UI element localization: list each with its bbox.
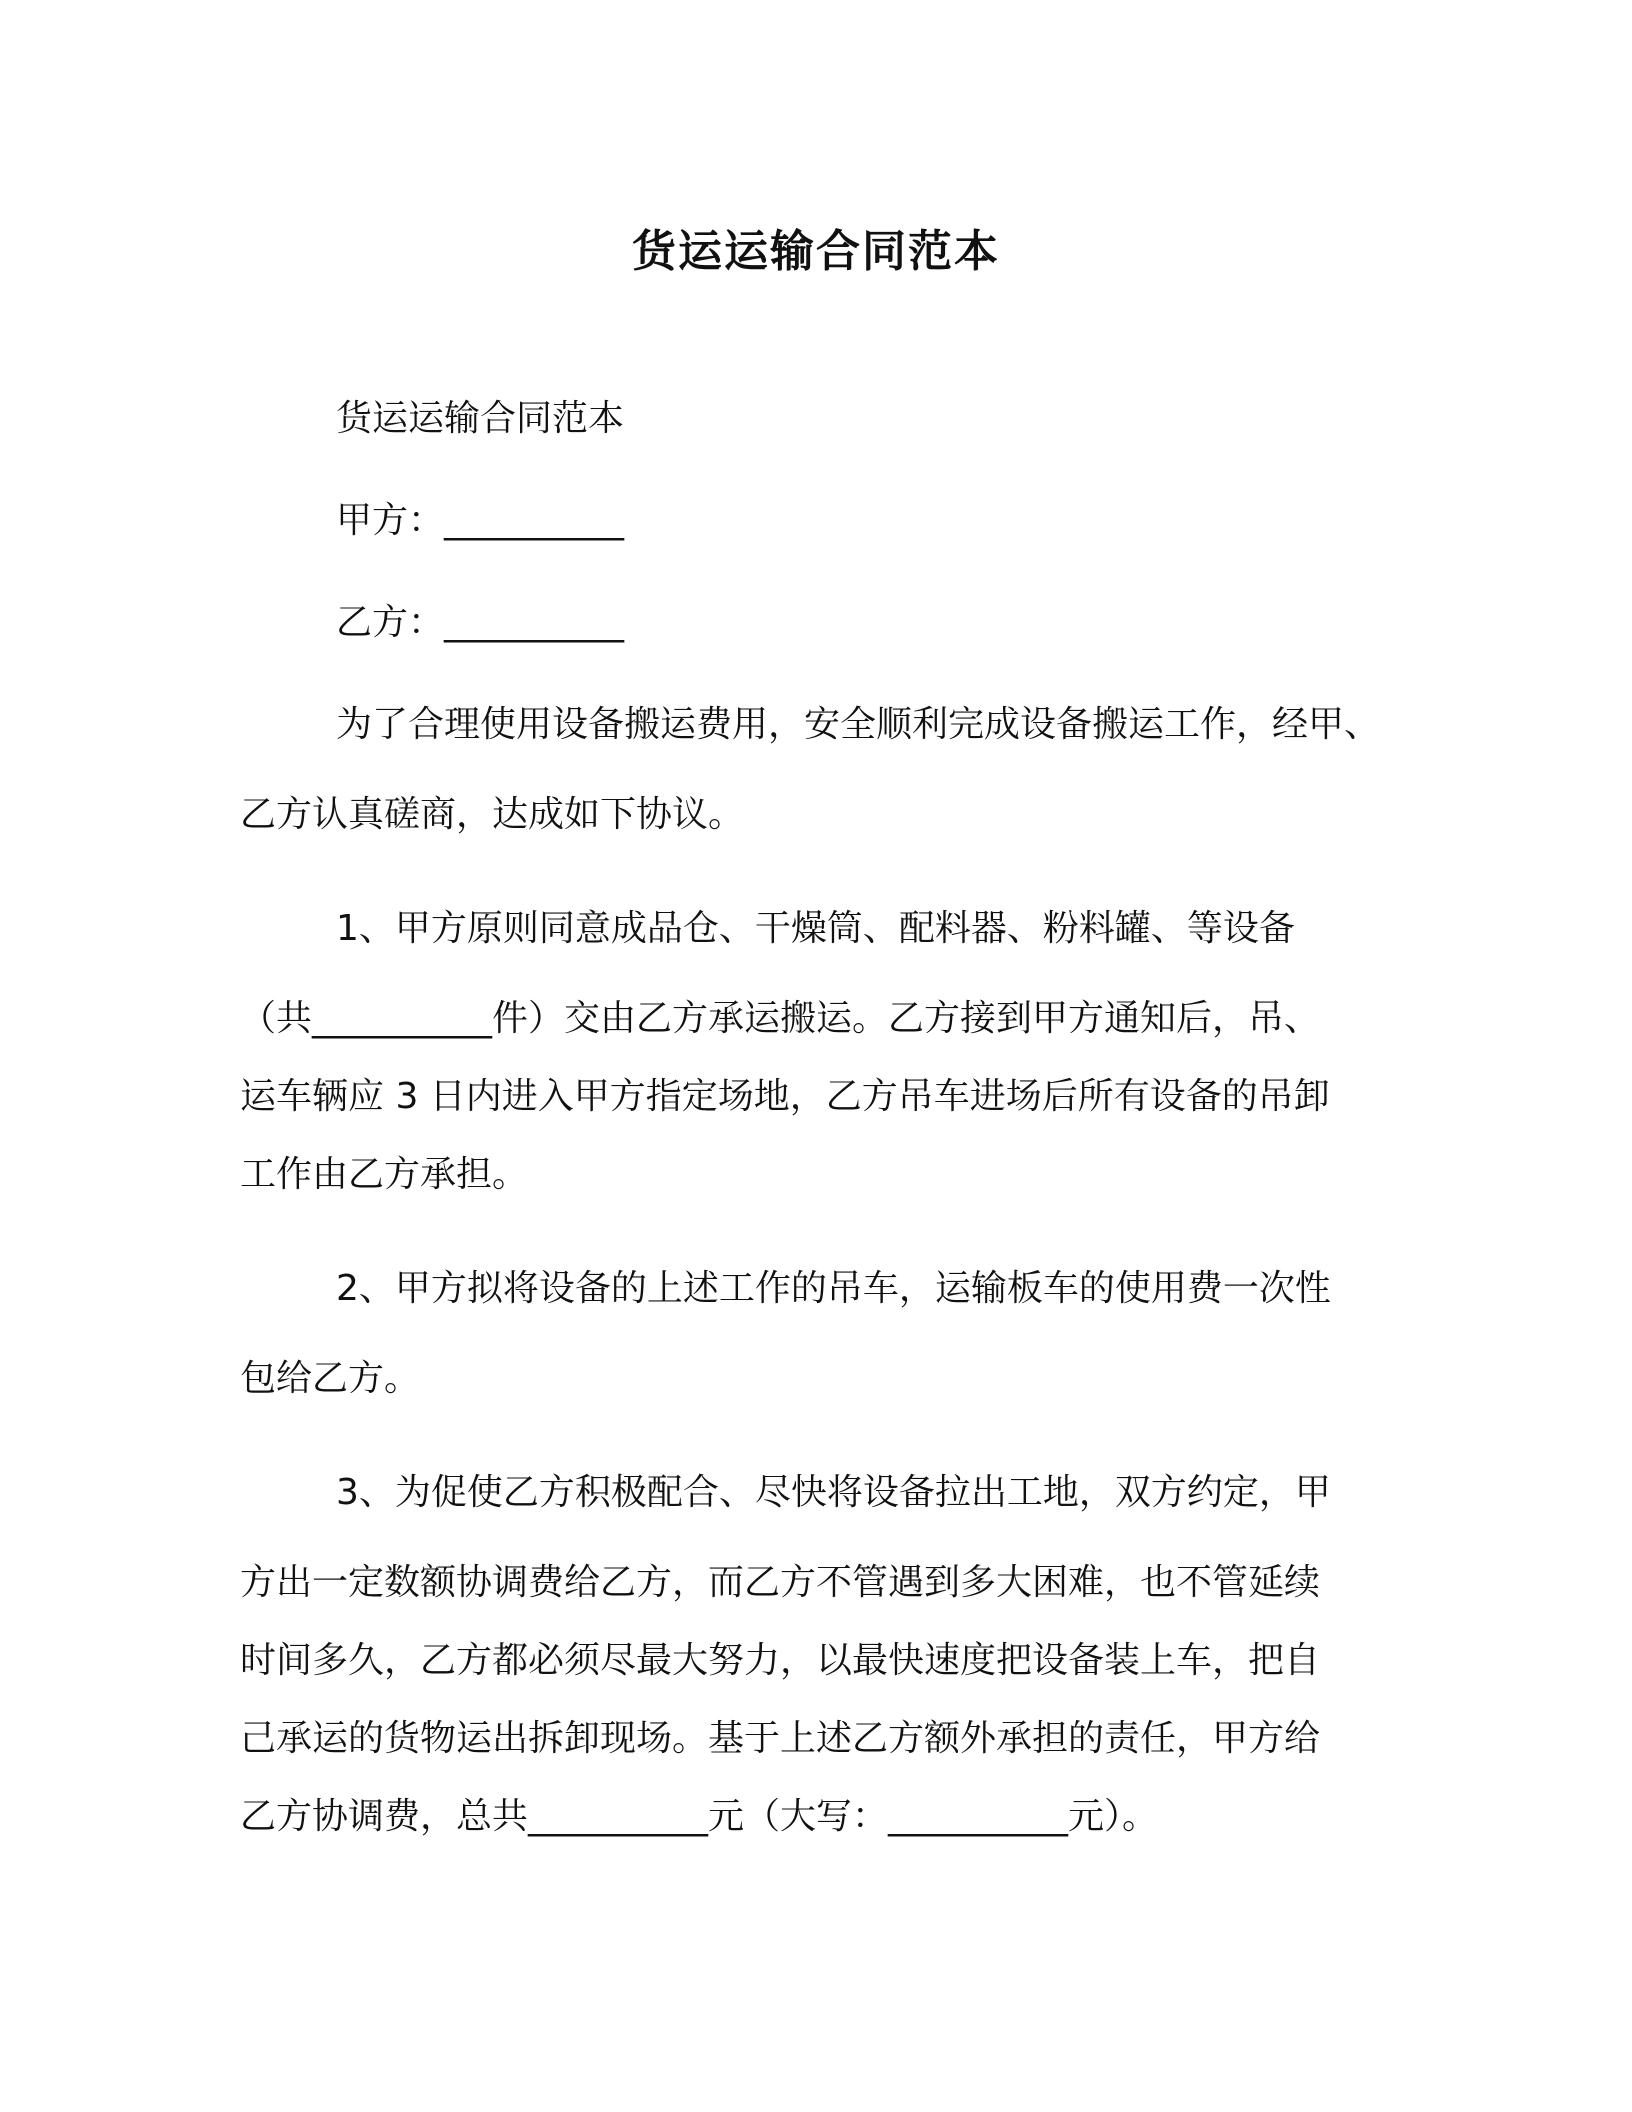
clause-1-paragraph [240,902,1400,1214]
paragraph-line: 工作由乙方承担。 [240,1154,529,1195]
clause-2-paragraph [240,1262,1400,1418]
paragraph-line: 己承运的货物运出拆卸现场。基于上述乙方额外承担的责任，甲方给 [240,1718,1321,1759]
document-body [240,392,1400,1904]
paragraph-line: 乙方协调费，总共__________元（大写：__________元）。 [240,1796,1159,1837]
party-b-line: 乙方：__________ [336,602,625,643]
paragraph-line: 乙方认真磋商，达成如下协议。 [240,794,745,835]
paragraph-line: （共__________件）交由乙方承运搬运。乙方接到甲方通知后，吊、 [240,998,1321,1039]
paragraph-line: 3、为促使乙方积极配合、尽快将设备拉出工地，双方约定，甲 [336,1472,1331,1513]
subtitle: 货运运输合同范本 [336,398,625,439]
party-a-line: 甲方：__________ [336,500,625,541]
clause-3-paragraph [240,1466,1400,1856]
intro-paragraph [240,698,1400,854]
paragraph-line: 方出一定数额协调费给乙方，而乙方不管遇到多大困难，也不管延续 [240,1562,1321,1603]
paragraph-line: 包给乙方。 [240,1358,421,1399]
paragraph-line: 1、甲方原则同意成品仓、干燥筒、配料器、粉料罐、等设备 [336,908,1295,949]
paragraph-line: 为了合理使用设备搬运费用，安全顺利完成设备搬运工作，经甲、 [336,704,1381,745]
paragraph-line: 时间多久，乙方都必须尽最大努力，以最快速度把设备装上车，把自 [240,1640,1321,1681]
paragraph-line: 运车辆应 3 日内进入甲方指定场地，乙方吊车进场后所有设备的吊卸 [240,1076,1330,1117]
document-title: 货运运输合同范本 [632,226,1000,277]
paragraph-line: 2、甲方拟将设备的上述工作的吊车，运输板车的使用费一次性 [336,1268,1331,1309]
